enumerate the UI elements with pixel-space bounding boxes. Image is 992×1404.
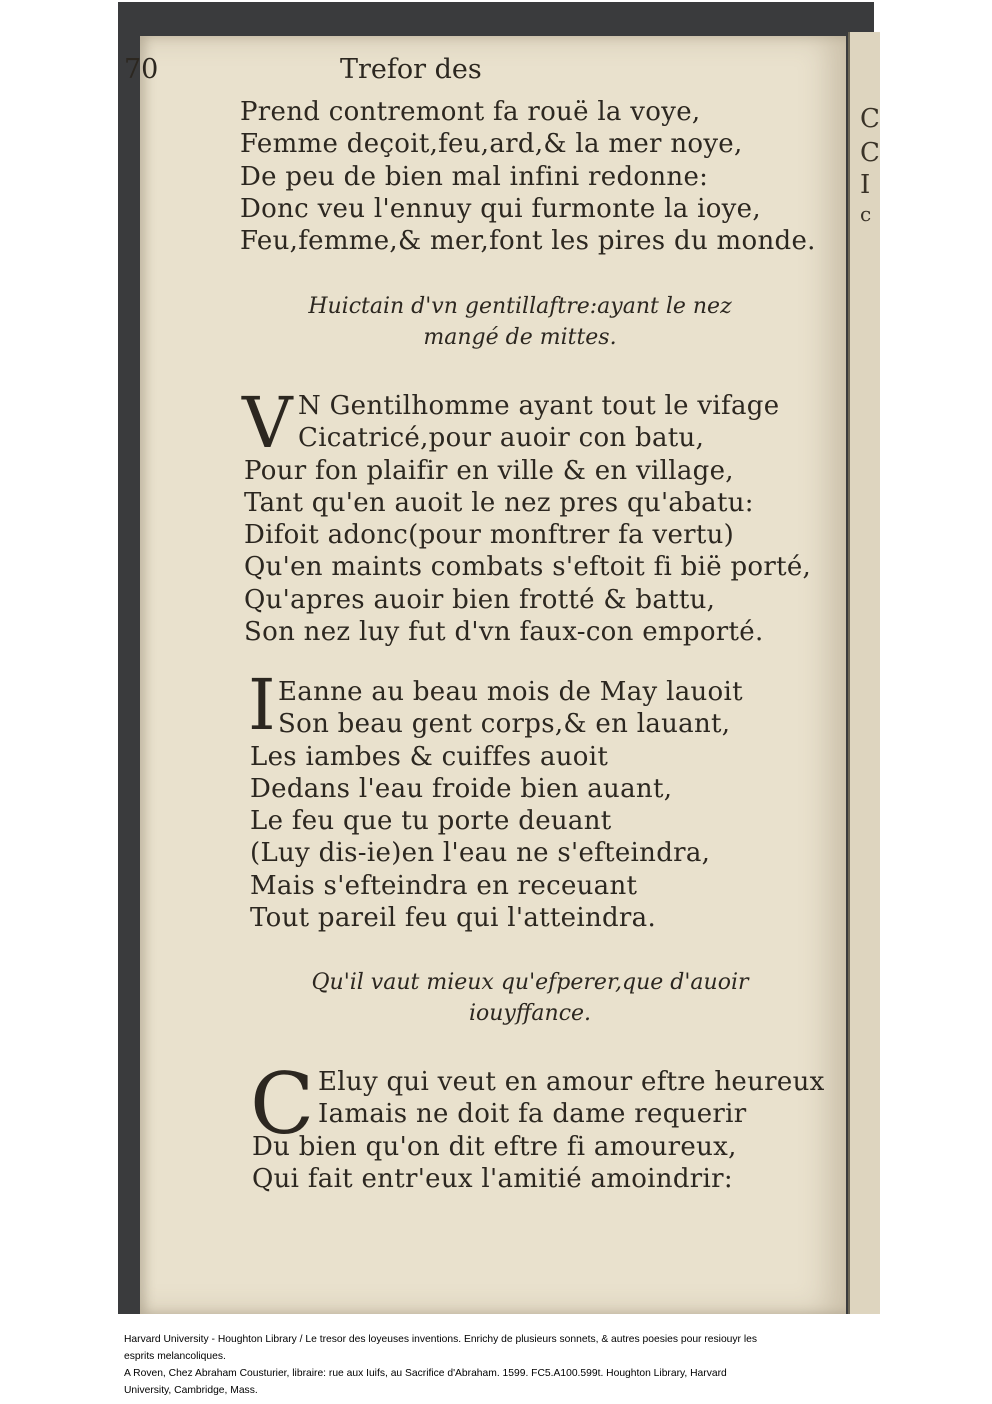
drop-capital: V <box>242 382 293 464</box>
verse-line: Tout pareil feu qui l'atteindra. <box>250 903 657 934</box>
facing-letter: I <box>860 170 871 200</box>
stanza-4 <box>252 1066 825 1195</box>
verse-line: Son nez luy fut d'vn faux-con emporté. <box>244 617 764 648</box>
title-line: Huictain d'vn gentillaftre:ayant le nez <box>308 294 732 319</box>
verse-line: Femme deçoit,feu,ard,& la mer noye, <box>240 129 743 160</box>
verse-line: Son beau gent corps,& en lauant, <box>278 709 731 740</box>
verse-line: Mais s'efteindra en receuant <box>250 870 638 901</box>
stanza-2 <box>242 382 812 648</box>
verse-line: Du bien qu'on dit eftre fi amoureux, <box>252 1131 737 1162</box>
caption-line: A Roven, Chez Abraham Cousturier, libraire: rue aux Iuifs, au Sacrifice d'Abraham. 1599. FC5.A100.599t. Houghton Library, Harvard <box>124 1368 727 1379</box>
caption-line: University, Cambridge, Mass. <box>124 1385 258 1396</box>
verse-line: Iamais ne doit fa dame requerir <box>318 1099 747 1130</box>
stanza-1 <box>240 96 816 257</box>
title-line: Qu'il vaut mieux qu'efperer,que d'auoir <box>311 970 749 995</box>
verse-line: Le feu que tu porte deuant <box>250 806 612 837</box>
verse-line: Pour fon plaifir en ville & en village, <box>244 455 734 486</box>
verse-line: Donc veu l'ennuy qui furmonte la ioye, <box>240 193 761 224</box>
verse-line: Eluy qui veut en amour eftre heureux <box>318 1067 825 1097</box>
caption-line: Harvard University - Houghton Library / Le tresor des loyeuses inventions. Enrichy de plusieurs sonnets, & autres poesies pour resiouyr les <box>124 1334 757 1345</box>
facing-letter: C <box>860 104 880 134</box>
verse-line: Eanne au beau mois de May lauoit <box>278 677 743 707</box>
verse-line: Difoit adonc(pour monftrer fa vertu) <box>244 520 735 551</box>
verse-line: De peu de bien mal infini redonne: <box>240 161 709 192</box>
verse-line: Dedans l'eau froide bien auant, <box>250 773 673 804</box>
facing-letter: c <box>860 202 872 226</box>
poem-title-2 <box>300 970 760 1026</box>
running-head: Trefor des <box>340 54 482 85</box>
drop-capital: C <box>250 1055 315 1153</box>
verse-line: Qu'en maints combats s'eftoit fi bië porté, <box>244 552 812 583</box>
verse-line: Qu'apres auoir bien frotté & battu, <box>244 584 716 615</box>
verse-line: Cicatricé,pour auoir con batu, <box>298 423 705 454</box>
folio-number: 70 <box>124 54 159 85</box>
verse-line: Feu,femme,& mer,font les pires du monde. <box>240 226 816 257</box>
drop-capital: I <box>248 664 276 746</box>
facing-letter: C <box>860 138 880 168</box>
title-line: mangé de mittes. <box>423 325 617 350</box>
title-line: iouyffance. <box>468 1001 592 1026</box>
verse-line: Tant qu'en auoit le nez pres qu'abatu: <box>244 487 754 518</box>
verse-line: Qui fait entr'eux l'amitié amoindrir: <box>252 1163 733 1194</box>
verse-line: N Gentilhomme ayant tout le vifage <box>298 391 780 421</box>
facing-page-edge <box>848 32 880 1314</box>
image-caption <box>124 1331 884 1399</box>
verse-line: Prend contremont fa rouë la voye, <box>240 97 701 127</box>
verse-line: (Luy dis-ie)en l'eau ne s'efteindra, <box>250 838 711 869</box>
caption-line: esprits melancoliques. <box>124 1351 226 1362</box>
stanza-3 <box>250 676 743 934</box>
verse-line: Les iambes & cuiffes auoit <box>250 741 609 772</box>
poem-title-1 <box>290 294 750 350</box>
